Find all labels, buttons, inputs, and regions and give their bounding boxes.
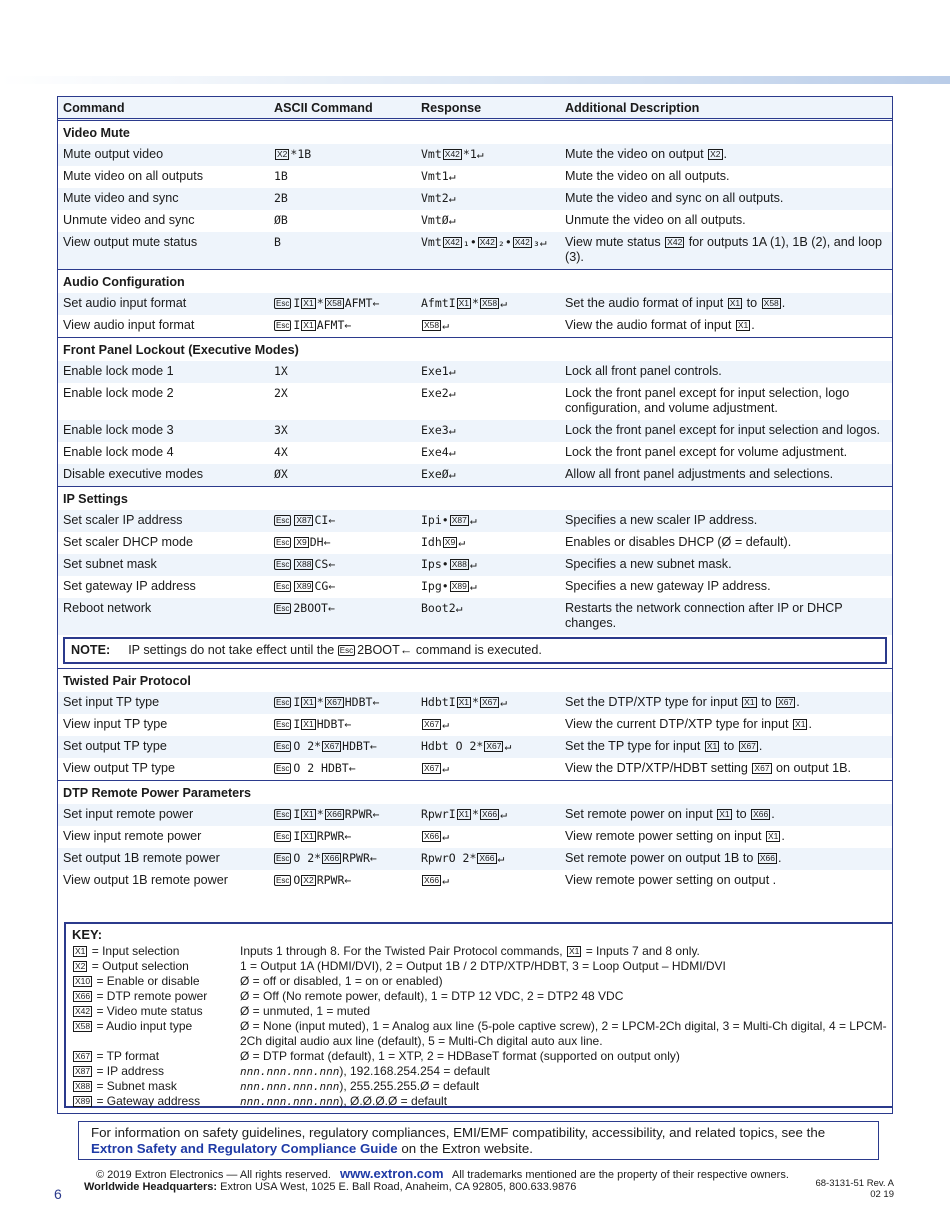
ascii-command-cell: Esc I X1 * X67 HDBT←	[269, 692, 416, 714]
table-row	[58, 826, 892, 848]
esc-key-icon: Esc	[276, 810, 290, 819]
section-title: Audio Configuration	[58, 270, 892, 294]
note-label: NOTE:	[71, 643, 111, 657]
esc-key-icon: Esc	[276, 764, 290, 773]
key-variable-name: X67 = TP format	[75, 1049, 160, 1063]
footer-line-2	[84, 1181, 576, 1193]
section-title: Video Mute	[63, 126, 130, 140]
ascii-command-cell: Esc O 2* X67 HDBT←	[269, 736, 416, 758]
variable-x58-box: X58	[424, 320, 440, 330]
safety-guide-link[interactable]: Extron Safety and Regulatory Compliance Guide	[91, 1141, 398, 1156]
table-row	[58, 464, 892, 487]
command-cell: Set input TP type	[58, 692, 269, 714]
command-cell: Enable lock mode 3	[58, 420, 269, 442]
description-cell: Enables or disables DHCP (Ø = default).	[565, 535, 792, 549]
esc-key-icon: Esc	[276, 742, 290, 751]
variable-x67-box: X67	[424, 719, 440, 729]
esc-key-icon: Esc	[276, 854, 290, 863]
section-header-row	[58, 120, 892, 145]
table-row	[58, 804, 892, 826]
key-row	[72, 944, 888, 959]
response-cell: Exe1↵	[416, 361, 560, 383]
table-row	[58, 692, 892, 714]
col-header-ascii: ASCII Command	[269, 97, 416, 120]
ascii-command-cell: Esc 2BOOT←	[269, 598, 416, 635]
variable-x67-box: X67	[740, 741, 756, 751]
variable-x58-box: X58	[481, 298, 498, 308]
doc-number: 68-3131-51 Rev. A	[815, 1178, 894, 1189]
description-cell: Set remote power on output 1B to X66 .	[560, 848, 892, 870]
variable-x42-box: X42	[444, 237, 460, 247]
key-variable-name: X1 = Input selection	[75, 944, 180, 958]
ascii-command-cell: Esc I X1 HDBT←	[276, 717, 352, 731]
command-cell: Set subnet mask	[58, 554, 269, 576]
note-box	[63, 637, 887, 664]
variable-x42-box: X42	[75, 1006, 91, 1016]
response-cell: Exe4↵	[421, 445, 456, 459]
table-row	[58, 758, 892, 781]
key-row	[72, 1064, 888, 1079]
command-cell: Set input remote power	[58, 804, 269, 826]
variable-x1-box: X1	[458, 697, 470, 707]
variable-x67-box: X67	[486, 741, 502, 751]
table-row	[58, 188, 892, 210]
key-variable-value: Ø = Off (No remote power, default), 1 = DTP 12 VDC, 2 = DTP2 48 VDC	[240, 989, 624, 1003]
ip-placeholder: nnn.nnn.nnn.nnn	[240, 1065, 340, 1078]
variable-x67-box: X67	[481, 697, 498, 707]
esc-key-icon: Esc	[276, 516, 290, 525]
description-cell: Mute the video on all outputs.	[565, 169, 730, 183]
variable-x1-box: X1	[458, 298, 470, 308]
ip-placeholder: nnn.nnn.nnn.nnn	[240, 1095, 340, 1108]
key-variable-value: Ø = off or disabled, 1 = on or enabled)	[240, 974, 443, 988]
note-row	[58, 635, 892, 669]
ascii-command-cell: Esc O X2 RPWR←	[276, 873, 352, 887]
response-cell: Ipg• X89 ↵	[421, 579, 477, 593]
key-variable-value: Ø = None (input muted), 1 = Analog aux line (5-pole captive screw), 2 = LPCM-2Ch digital, 3 = Multi-Ch digital, 4 = LPCM-2Ch digital audio aux line (default), 5 = Multi-Ch digital auto aux line.	[240, 1019, 887, 1048]
section-header-row	[58, 669, 892, 693]
table-row	[58, 870, 892, 892]
table-header-row	[58, 97, 892, 120]
command-cell: Set output TP type	[58, 736, 269, 758]
response-cell: X67 ↵	[424, 717, 450, 731]
command-cell: Mute video and sync	[58, 188, 269, 210]
table-row	[58, 532, 892, 554]
description-cell: View the DTP/XTP/HDBT setting X67 on output 1B.	[565, 761, 851, 775]
description-cell: Lock the front panel except for input selection, logo configuration, and volume adjustment.	[565, 386, 850, 415]
command-cell: View audio input format	[63, 318, 195, 332]
section-title: Front Panel Lockout (Executive Modes)	[58, 338, 892, 362]
key-variable-value: Ø = DTP format (default), 1 = XTP, 2 = HDBaseT format (supported on output only)	[240, 1049, 680, 1063]
variable-x1-box: X1	[75, 946, 86, 956]
trademarks: All trademarks mentioned are the property of their respective owners.	[452, 1169, 789, 1181]
variable-x1-box: X1	[729, 298, 741, 308]
command-cell: Enable lock mode 4	[63, 445, 174, 459]
variable-x66-box: X66	[324, 853, 340, 863]
variable-x89-box: X89	[296, 581, 312, 591]
response-cell: X66 ↵	[424, 873, 450, 887]
command-cell: View output 1B remote power	[63, 873, 228, 887]
ascii-command-cell: B	[269, 232, 416, 270]
esc-key-icon: Esc	[276, 321, 290, 330]
variable-x1-box: X1	[568, 946, 580, 956]
response-cell: Exe3↵	[416, 420, 560, 442]
table-body	[58, 120, 892, 893]
table-row	[58, 144, 892, 166]
safety-text: For information on safety guidelines, regulatory compliances, EMI/EMF compatibility, accessibility, and related topics, see the	[91, 1125, 826, 1140]
variable-x66-box: X66	[326, 809, 342, 819]
variable-x66-box: X66	[424, 875, 440, 885]
key-variable-name: X89 = Gateway address	[75, 1094, 201, 1108]
note-cell	[58, 635, 892, 669]
key-row	[72, 974, 888, 989]
ascii-command-cell: 1B	[274, 169, 288, 183]
table-row	[58, 210, 892, 232]
key-variable-value: Inputs 1 through 8. For the Twisted Pair Protocol commands, X1 = Inputs 7 and 8 only.	[240, 944, 700, 958]
col-header-command: Command	[58, 97, 269, 120]
response-cell: Idh X9 ↵	[421, 535, 466, 549]
table-row	[58, 554, 892, 576]
key-row	[72, 1079, 888, 1094]
ascii-command-cell: Esc X88 CS←	[269, 554, 416, 576]
variable-x88-box: X88	[296, 559, 312, 569]
variable-x66-box: X66	[424, 831, 440, 841]
command-cell: Enable lock mode 1	[58, 361, 269, 383]
col-header-response: Response	[416, 97, 560, 120]
section-header-row	[58, 781, 892, 805]
description-cell: Set the TP type for input X1 to X67 .	[560, 736, 892, 758]
section-header-row	[58, 270, 892, 294]
ip-placeholder: nnn.nnn.nnn.nnn	[240, 1080, 340, 1093]
description-cell: Allow all front panel adjustments and selections.	[560, 464, 892, 487]
ascii-command-cell: Esc O 2 HDBT←	[276, 761, 356, 775]
ascii-command-cell: ØX	[269, 464, 416, 487]
key-title: KEY:	[72, 927, 103, 942]
variable-x1-box: X1	[303, 831, 314, 841]
response-cell: Vmt1↵	[421, 169, 456, 183]
variable-x9-box: X9	[296, 537, 307, 547]
variable-x1-box: X1	[303, 697, 314, 707]
variable-x58-box: X58	[763, 298, 779, 308]
esc-key-icon: Esc	[276, 832, 290, 841]
key-row	[72, 1094, 888, 1109]
key-row	[72, 1049, 888, 1064]
command-cell: View output mute status	[58, 232, 269, 270]
key-row	[72, 1019, 888, 1049]
variable-x67-box: X67	[326, 697, 342, 707]
extron-url-link[interactable]: www.extron.com	[340, 1166, 444, 1181]
table-row	[58, 293, 892, 315]
variable-x2-box: X2	[277, 149, 288, 159]
command-cell: View output TP type	[63, 761, 176, 775]
variable-x89-box: X89	[451, 581, 467, 591]
response-cell: X67 ↵	[424, 761, 450, 775]
variable-x67-box: X67	[324, 741, 340, 751]
footer-line-1	[96, 1166, 789, 1181]
key-variable-value: nnn.nnn.nnn.nnn), Ø.Ø.Ø.Ø = default	[240, 1094, 448, 1108]
date-code: 02 19	[870, 1189, 894, 1200]
esc-key-icon: Esc	[276, 876, 290, 885]
response-cell: X66 ↵	[424, 829, 450, 843]
response-cell: Ips• X88 ↵	[416, 554, 560, 576]
ascii-command-cell: Esc I X1 * X58 AFMT←	[269, 293, 416, 315]
esc-key-icon: Esc	[276, 582, 290, 591]
description-cell: Lock the front panel except for input selection and logos.	[560, 420, 892, 442]
table-row	[58, 420, 892, 442]
response-cell: RpwrO 2* X66 ↵	[416, 848, 560, 870]
command-cell: View input TP type	[63, 717, 168, 731]
ascii-command-cell: Esc X9 DH←	[276, 535, 331, 549]
variable-x66-box: X66	[759, 853, 775, 863]
command-cell: Mute output video	[58, 144, 269, 166]
key-variable-name: X42 = Video mute status	[75, 1004, 203, 1018]
variable-x1-box: X1	[767, 831, 779, 841]
variable-x42-box: X42	[514, 237, 530, 247]
variable-x42-box: X42	[444, 149, 460, 159]
variable-x87-box: X87	[451, 515, 467, 525]
command-cell: Unmute video and sync	[63, 213, 195, 227]
variable-x66-box: X66	[479, 853, 495, 863]
variable-x9-box: X9	[444, 537, 456, 547]
table-row	[58, 361, 892, 383]
variable-x1-box: X1	[744, 697, 755, 707]
response-cell: Ipi• X87 ↵	[416, 510, 560, 532]
ascii-command-cell: Esc O 2* X66 RPWR←	[269, 848, 416, 870]
variable-x1-box: X1	[737, 320, 749, 330]
description-cell: Specifies a new gateway IP address.	[565, 579, 771, 593]
ascii-command-cell: Esc X89 CG←	[276, 579, 336, 593]
variable-x42-box: X42	[667, 237, 683, 247]
response-cell: ExeØ↵	[416, 464, 560, 487]
command-cell: Set scaler DHCP mode	[63, 535, 193, 549]
variable-x42-box: X42	[479, 237, 495, 247]
key-variable-name: X87 = IP address	[75, 1064, 164, 1078]
variable-x66-box: X66	[481, 809, 498, 819]
response-cell: Hdbt O 2* X67 ↵	[416, 736, 560, 758]
section-title: Twisted Pair Protocol	[58, 669, 892, 693]
header-band	[0, 76, 950, 84]
ascii-command-cell: 2X	[274, 386, 288, 400]
variable-x67-box: X67	[754, 763, 770, 773]
ascii-command-cell: 4X	[274, 445, 288, 459]
description-cell: Mute the video on output X2 .	[560, 144, 892, 166]
variable-x2-box: X2	[710, 149, 721, 159]
esc-key-icon: Esc	[276, 604, 290, 613]
description-cell: Specifies a new subnet mask.	[560, 554, 892, 576]
ascii-command-cell: Esc I X1 AFMT←	[276, 318, 352, 332]
esc-key-icon: Esc	[276, 299, 290, 308]
safety-box	[78, 1121, 879, 1160]
description-cell: View the audio format of input X1 .	[565, 318, 755, 332]
command-table-frame	[57, 96, 893, 1114]
key-box	[64, 922, 893, 1108]
variable-x1-box: X1	[706, 741, 718, 751]
variable-x58-box: X58	[326, 298, 342, 308]
revision-block	[815, 1178, 894, 1200]
variable-x2-box: X2	[303, 875, 314, 885]
variable-x1-box: X1	[303, 719, 314, 729]
section-header-row	[58, 487, 892, 511]
variable-x66-box: X66	[753, 809, 769, 819]
response-cell: Vmt X42 *1↵	[416, 144, 560, 166]
description-cell: Lock all front panel controls.	[560, 361, 892, 383]
response-cell: Boot2↵	[416, 598, 560, 635]
command-cell: Set audio input format	[58, 293, 269, 315]
variable-x1-box: X1	[719, 809, 730, 819]
description-cell: Specifies a new scaler IP address.	[560, 510, 892, 532]
response-cell: Vmt2↵	[416, 188, 560, 210]
variable-x67-box: X67	[778, 697, 794, 707]
ascii-command-cell: Esc I X1 * X66 RPWR←	[269, 804, 416, 826]
note-text: IP settings do not take effect until the Esc 2BOOT← command is executed.	[128, 643, 542, 657]
table-row	[58, 166, 892, 188]
esc-key-icon: Esc	[276, 720, 290, 729]
key-variable-name: X2 = Output selection	[75, 959, 189, 973]
description-cell: View the current DTP/XTP type for input X1 .	[565, 717, 812, 731]
key-variable-name: X58 = Audio input type	[75, 1019, 193, 1033]
table-row	[58, 383, 892, 420]
key-rows	[72, 944, 888, 1109]
response-cell: Exe2↵	[421, 386, 456, 400]
hq-label: Worldwide Headquarters:	[84, 1181, 218, 1193]
command-cell: Disable executive modes	[58, 464, 269, 487]
variable-x66-box: X66	[75, 991, 91, 1001]
ascii-command-cell: Esc I X1 RPWR←	[276, 829, 352, 843]
key-row	[72, 959, 888, 974]
key-variable-value: nnn.nnn.nnn.nnn), 192.168.254.254 = default	[240, 1064, 490, 1078]
description-cell: Restarts the network connection after IP or DHCP changes.	[560, 598, 892, 635]
table-row	[58, 736, 892, 758]
description-cell: Set the DTP/XTP type for input X1 to X67 .	[560, 692, 892, 714]
command-cell: Set gateway IP address	[63, 579, 196, 593]
command-cell: Set scaler IP address	[58, 510, 269, 532]
variable-x87-box: X87	[296, 515, 312, 525]
col-header-description: Additional Description	[560, 97, 892, 120]
description-cell: View mute status X42 for outputs 1A (1), 1B (2), and loop (3).	[560, 232, 892, 270]
variable-x89-box: X89	[75, 1096, 91, 1106]
response-cell: HdbtI X1 * X67 ↵	[416, 692, 560, 714]
table-row	[58, 576, 892, 598]
description-cell: View remote power setting on output .	[565, 873, 777, 887]
table-row	[58, 848, 892, 870]
description-cell: Set the audio format of input X1 to X58 .	[560, 293, 892, 315]
command-cell: Set output 1B remote power	[58, 848, 269, 870]
variable-x88-box: X88	[451, 559, 467, 569]
page-number: 6	[54, 1186, 62, 1202]
key-variable-value: nnn.nnn.nnn.nnn), 255.255.255.Ø = default	[240, 1079, 480, 1093]
table-row	[58, 442, 892, 464]
esc-key-icon: Esc	[339, 646, 354, 655]
ascii-command-cell: 2B	[269, 188, 416, 210]
copyright: © 2019 Extron Electronics — All rights reserved.	[96, 1169, 331, 1181]
variable-x58-box: X58	[75, 1021, 91, 1031]
ascii-command-cell: ØB	[274, 213, 288, 227]
table-row	[58, 232, 892, 270]
hq-text: Extron USA West, 1025 E. Ball Road, Anaheim, CA 92805, 800.633.9876	[220, 1181, 577, 1193]
key-variable-name: X88 = Subnet mask	[75, 1079, 177, 1093]
section-header-row	[58, 338, 892, 362]
key-variable-value: Ø = unmuted, 1 = muted	[240, 1004, 371, 1018]
variable-x1-box: X1	[795, 719, 806, 729]
key-variable-name: X66 = DTP remote power	[75, 989, 208, 1003]
esc-key-icon: Esc	[276, 560, 290, 569]
safety-tail: on the Extron website.	[401, 1141, 533, 1156]
command-cell: Enable lock mode 2	[63, 386, 174, 400]
description-cell: Lock the front panel except for volume adjustment.	[565, 445, 848, 459]
key-variable-value: 1 = Output 1A (HDMI/DVI), 2 = Output 1B / 2 DTP/XTP/HDBT, 3 = Loop Output – HDMI/DVI	[240, 959, 726, 973]
ascii-command-cell: 3X	[269, 420, 416, 442]
ascii-command-cell: X2 *1B	[269, 144, 416, 166]
variable-x1-box: X1	[303, 320, 314, 330]
variable-x67-box: X67	[424, 763, 440, 773]
description-cell: Unmute the video on all outputs.	[565, 213, 746, 227]
ascii-command-cell: 1X	[269, 361, 416, 383]
response-cell: Vmt X42 ₁• X42 ₂• X42 ₃↵	[416, 232, 560, 270]
variable-x10-box: X10	[75, 976, 91, 986]
command-cell: View input remote power	[63, 829, 202, 843]
response-cell: AfmtI X1 * X58 ↵	[416, 293, 560, 315]
command-cell: Reboot network	[58, 598, 269, 635]
description-cell: Mute the video and sync on all outputs.	[560, 188, 892, 210]
variable-x1-box: X1	[458, 809, 470, 819]
variable-x2-box: X2	[75, 961, 86, 971]
esc-key-icon: Esc	[276, 698, 290, 707]
variable-x88-box: X88	[75, 1081, 91, 1091]
variable-x87-box: X87	[75, 1066, 91, 1076]
variable-x67-box: X67	[75, 1051, 91, 1061]
ascii-command-cell: Esc X87 CI←	[269, 510, 416, 532]
table-row	[58, 714, 892, 736]
command-table	[58, 97, 892, 892]
description-cell: Set remote power on input X1 to X66 .	[560, 804, 892, 826]
response-cell: RpwrI X1 * X66 ↵	[416, 804, 560, 826]
table-row	[58, 510, 892, 532]
key-variable-name: X10 = Enable or disable	[75, 974, 200, 988]
section-title: IP Settings	[58, 487, 892, 511]
description-cell: View remote power setting on input X1 .	[565, 829, 785, 843]
table-row	[58, 598, 892, 635]
key-row	[72, 1004, 888, 1019]
section-title: DTP Remote Power Parameters	[58, 781, 892, 805]
command-cell: Mute video on all outputs	[63, 169, 204, 183]
response-cell: X58 ↵	[424, 318, 450, 332]
variable-x1-box: X1	[303, 298, 314, 308]
esc-key-icon: Esc	[276, 538, 290, 547]
table-row	[58, 315, 892, 338]
response-cell: VmtØ↵	[421, 213, 456, 227]
variable-x1-box: X1	[303, 809, 314, 819]
key-row	[72, 989, 888, 1004]
